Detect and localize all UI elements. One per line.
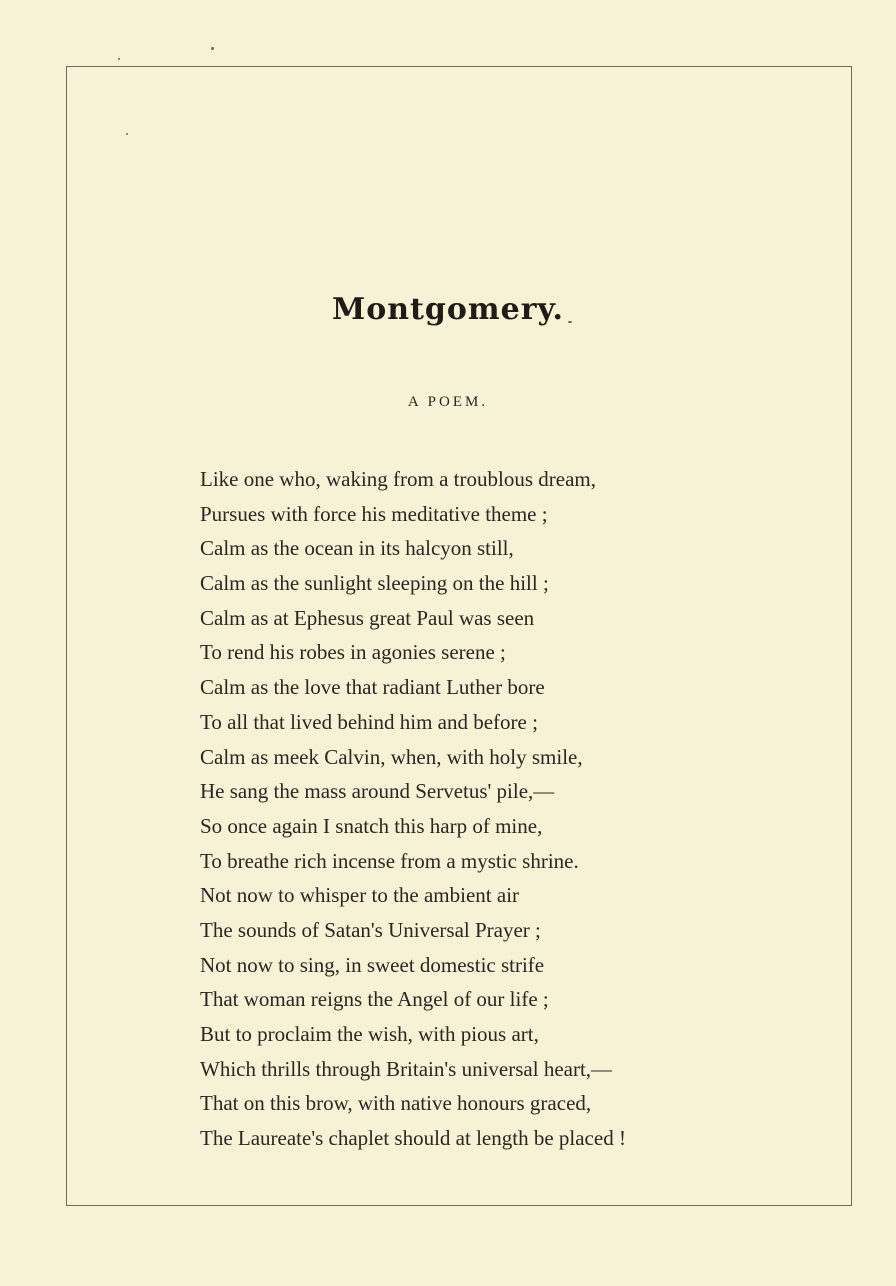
poem-title: Montgomery.: [332, 292, 564, 327]
poem-line: That on this brow, with native honours graced,: [200, 1091, 592, 1116]
speck-mark: [126, 133, 128, 135]
poem-line: Like one who, waking from a troublous dream,: [200, 467, 596, 491]
poem-line: The Laureate's chaplet should at length be placed !: [200, 1126, 626, 1151]
poem-line: To all that lived behind him and before ;: [200, 709, 538, 734]
poem-line: To rend his robes in agonies serene ;: [200, 640, 506, 665]
speck-mark: [118, 58, 120, 60]
poem-line: Pursues with force his meditative theme ;: [200, 501, 548, 526]
poem-line: Calm as the ocean in its halcyon still,: [200, 536, 514, 561]
poem-line: Which thrills through Britain's universal heart,—: [200, 1056, 613, 1081]
poem-line: So once again I snatch this harp of mine,: [200, 813, 543, 838]
poem-line: Calm as at Ephesus great Paul was seen: [200, 605, 535, 630]
poem-line: Not now to whisper to the ambient air: [200, 883, 520, 908]
poem-line: Calm as the sunlight sleeping on the hill ;: [200, 571, 549, 596]
poem-line: He sang the mass around Servetus' pile,—: [200, 779, 555, 804]
speck-mark: [211, 47, 214, 50]
poem-body: [200, 462, 820, 1156]
poem-line: Calm as meek Calvin, when, with holy smile,: [200, 744, 583, 769]
poem-line: But to proclaim the wish, with pious art,: [200, 1022, 539, 1046]
poem-line: Not now to sing, in sweet domestic strife: [200, 952, 545, 977]
poem-subtitle: A POEM.: [407, 394, 489, 410]
poem-line: Calm as the love that radiant Luther bore: [200, 675, 545, 700]
poem-line: To breathe rich incense from a mystic shrine.: [200, 848, 579, 873]
poem-line: The sounds of Satan's Universal Prayer ;: [200, 917, 541, 942]
poem-line: That woman reigns the Angel of our life ;: [200, 987, 549, 1012]
